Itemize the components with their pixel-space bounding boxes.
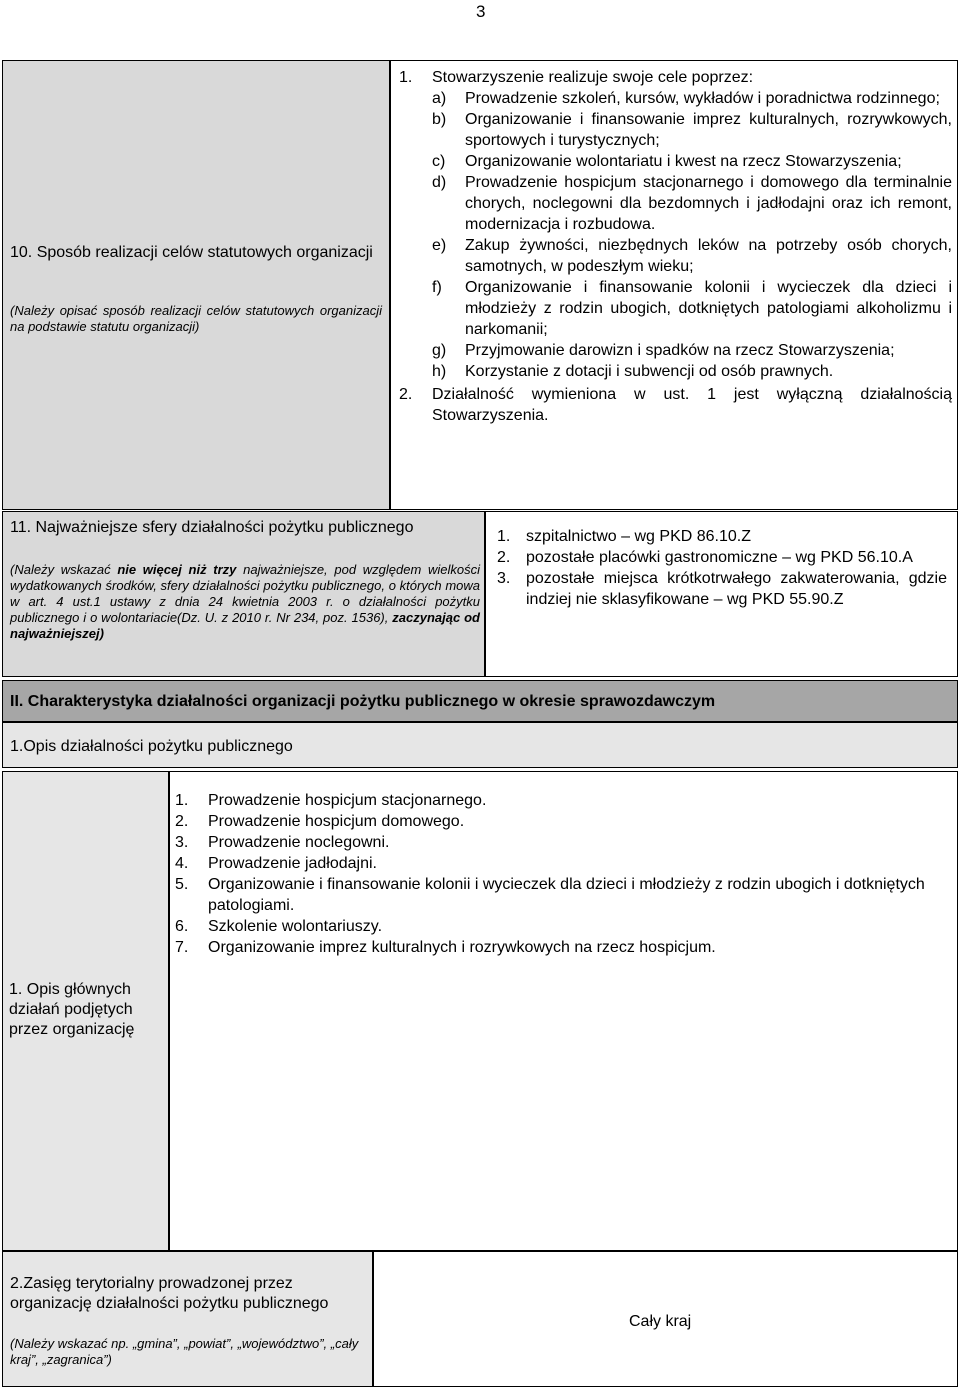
item-number: 1. [399,69,413,86]
subitem: f) Organizowanie i finansowanie kolonii i wycieczek dla dzieci i młodzieży z rodzin ubogich, dotkniętych patologiami alkoholizmu i narkomanii; [432,279,952,338]
subitem: b) Organizowanie i finansowanie imprez kulturalnych, rozrywkowych, sportowych i turystycznych; [432,111,952,149]
activity-item: 4. Prowadzenie jadłodajni. [175,855,377,872]
subitem-list [432,88,952,382]
part2-header [2,680,958,722]
part2-title: II. Charakterystyka działalności organizacji pożytku publicznego w okresie sprawozdawczym [10,693,716,710]
opis-label-cell [2,771,170,1251]
pkd-list [497,526,947,610]
section10-label-cell [2,60,391,510]
activity-item: 7. Organizowanie imprez kulturalnych i rozrywkowych na rzecz hospicjum. [175,939,716,956]
section11-note: (Należy wskazać nie więcej niż trzy najważniejsze, pod względem wielkości wydatkowanych środków, sfery działalności pożytku publicznego, o których mowa w art. 4 ust.1 ustawy z dnia 24 kwietnia 2003 r. o działalności pożytku publicznego i o wolontariacie(Dz. U. z 2010 r. Nr 234, poz. 1536), zaczynając od najważniejszej) [10,562,480,641]
zasieg-value-cell [372,1251,958,1387]
section10-item2: 2. Działalność wymieniona w ust. 1 jest wyłączną działalnością Stowarzyszenia. [399,386,952,424]
section11-label-cell [2,511,486,677]
subitem: g) Przyjmowanie darowizn i spadków na rzecz Stowarzyszenia; [432,342,895,359]
section10-item1 [399,67,952,426]
subitem: e) Zakup żywności, niezbędnych leków na potrzeby osób chorych, samotnych, w podeszłym wieku; [432,237,952,275]
subitem: h) Korzystanie z dotacji i subwencji od osób prawnych. [432,363,834,380]
section10-note: (Należy opisać sposób realizacji celów statutowych organizacji na podstawie statutu organizacji) [10,303,382,334]
pkd-item: 2. pozostałe placówki gastronomiczne – wg PKD 56.10.A [497,549,913,566]
pkd-item: 1. szpitalnictwo – wg PKD 86.10.Z [497,528,751,545]
sub1-header [2,722,958,768]
activity-item: 5. Organizowanie i finansowanie kolonii i wycieczek dla dzieci i młodzieży z rodzin ubogich i dotkniętych patologiami. [175,876,925,914]
pkd-item: 3. pozostałe miejsca krótkotrwałego zakwaterowania, gdzie indziej nie sklasyfikowane – wg PKD 55.90.Z [497,570,947,608]
section10-content-cell [389,60,958,510]
section10-title: 10. Sposób realizacji celów statutowych organizacji [10,244,373,261]
zasieg-value: Cały kraj [629,1313,692,1330]
zasieg-note: (Należy wskazać np. „gmina”, „powiat”, „województwo”, „cały kraj”, „zagranica”) [10,1336,359,1367]
zasieg-label-cell [2,1251,374,1387]
activity-item: 6. Szkolenie wolontariuszy. [175,918,383,935]
activity-item: 2. Prowadzenie hospicjum domowego. [175,813,465,830]
section11-content-cell [484,511,958,677]
subitem: d) Prowadzenie hospicjum stacjonarnego i domowego dla terminalnie chorych, noclegowni dla bezdomnych i jadłodajni oraz ich remont, modernizacja i rozbudowa. [432,174,952,233]
activity-item: 1. Prowadzenie hospicjum stacjonarnego. [175,792,487,809]
subitem: a) Prowadzenie szkoleń, kursów, wykładów i poradnictwa rodzinnego; [432,90,940,107]
section11-title: 11. Najważniejsze sfery działalności pożytku publicznego [10,519,414,536]
page-number: 3 [476,2,486,21]
opis-label: 1. Opis głównych działań podjętych przez organizację [9,981,135,1038]
item1-lead: Stowarzyszenie realizuje swoje cele poprzez: [432,69,754,86]
zasieg-label: 2.Zasięg terytorialny prowadzonej przez organizację działalności pożytku publicznego [10,1275,329,1312]
opis-content-cell [168,771,958,1251]
activity-item: 3. Prowadzenie noclegowni. [175,834,390,851]
subitem: c) Organizowanie wolontariatu i kwest na rzecz Stowarzyszenia; [432,153,902,170]
sub1-title: 1.Opis działalności pożytku publicznego [10,738,293,755]
activities-list [175,790,935,958]
